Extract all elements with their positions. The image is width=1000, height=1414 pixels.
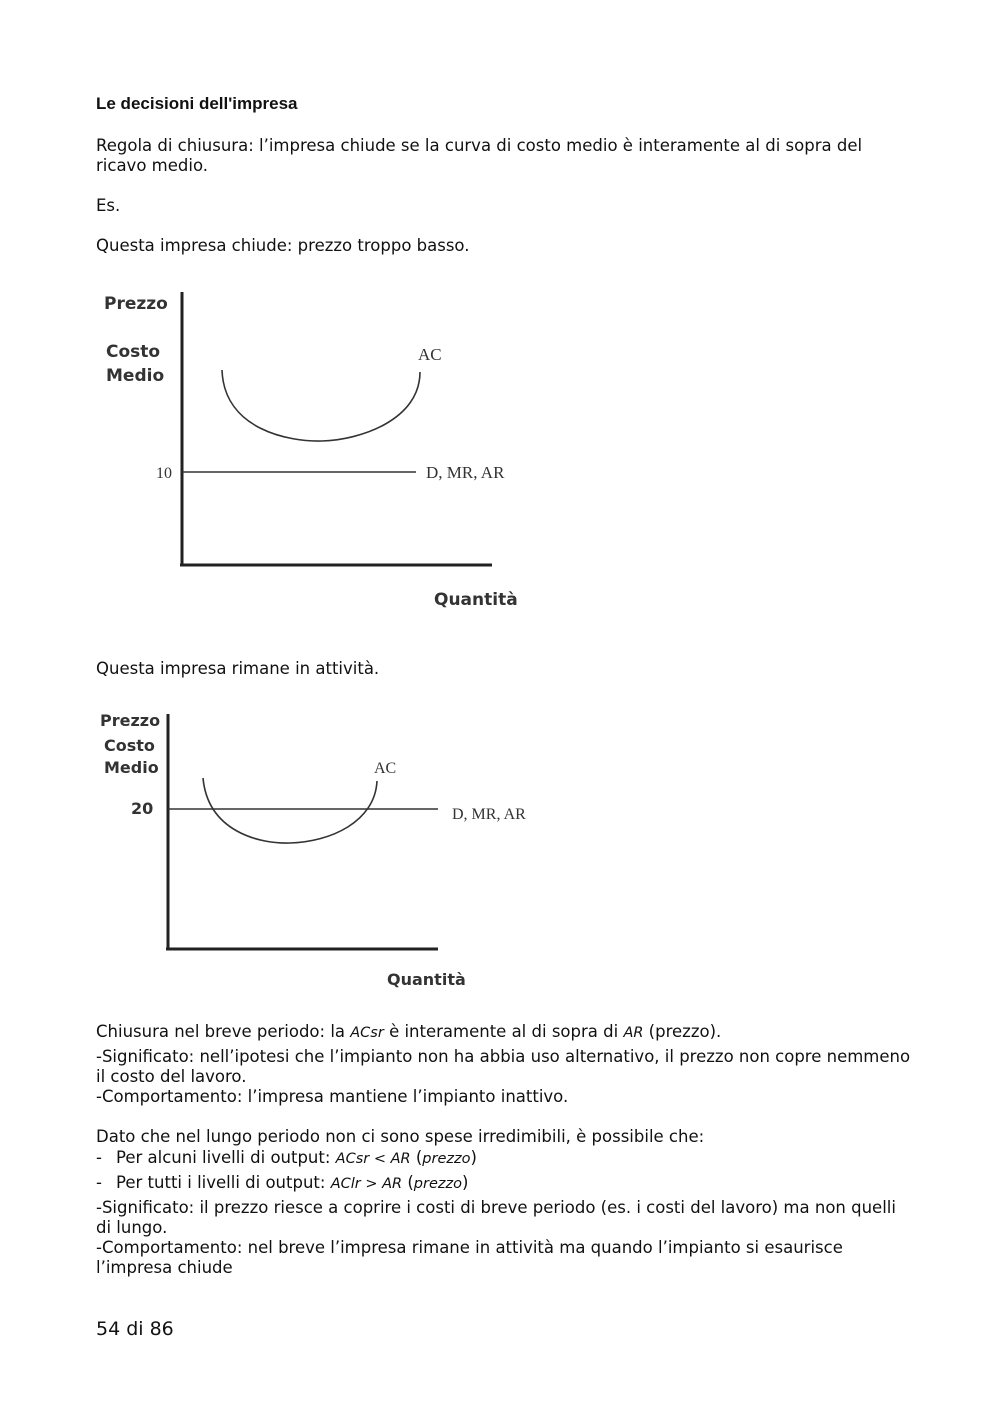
bullet1-prezzo: prezzo [422, 1151, 471, 1167]
long-run-intro: Dato che nel lungo periodo non ci sono spese irredimibili, è possibile che: [96, 1127, 705, 1146]
short-run-behaviour: -Comportamento: l’impresa mantiene l’impianto inattivo. [96, 1087, 569, 1106]
bullet1-term: ACsr < AR [335, 1151, 411, 1167]
bullet2-open: ( [402, 1173, 414, 1192]
bullet-dash: - [96, 1148, 102, 1167]
x-label: Quantità [434, 590, 518, 610]
short-run-meaning-2: il costo del lavoro. [96, 1067, 247, 1086]
bullet1-pre: Per alcuni livelli di output: [116, 1148, 336, 1167]
long-run-bullet-2 [96, 1173, 468, 1194]
y-label-medio: Medio [104, 758, 159, 777]
bullet2-pre: Per tutti i livelli di output: [116, 1173, 331, 1192]
rule-line-2: ricavo medio. [96, 156, 208, 175]
long-run-bullet-1 [96, 1148, 477, 1169]
ar-term: AR [623, 1025, 644, 1041]
short-run-pre: Chiusura nel breve periodo: la [96, 1022, 351, 1041]
bullet-dash: - [96, 1173, 102, 1192]
demand-label: D, MR, AR [452, 806, 526, 823]
bullet1-open: ( [410, 1148, 423, 1167]
page-title: Le decisioni dell'impresa [96, 94, 298, 113]
case1-caption: Questa impresa chiude: prezzo troppo basso. [96, 236, 470, 255]
case2-caption: Questa impresa rimane in attività. [96, 659, 380, 678]
short-run-mid: è interamente al di sopra di [383, 1022, 624, 1041]
short-run-line [96, 1022, 721, 1043]
bullet2-term: AClr > AR [330, 1176, 403, 1192]
rule-line-1: Regola di chiusura: l’impresa chiude se la curva di costo medio è interamente al di sopra del [96, 136, 863, 155]
x-label: Quantità [387, 970, 466, 989]
ac-label: AC [418, 345, 442, 364]
chart-firm-closes [0, 280, 560, 610]
demand-label: D, MR, AR [426, 463, 505, 482]
long-run-meaning-1: -Significato: il prezzo riesce a coprire i costi di breve periodo (es. i costi del lavoro) ma non quelli [96, 1198, 896, 1217]
bullet2-prezzo: prezzo [413, 1176, 462, 1192]
long-run-behaviour-2: l’impresa chiude [96, 1258, 233, 1277]
y-label-prezzo: Prezzo [100, 711, 161, 730]
bullet2-close: ) [461, 1173, 469, 1192]
page-number: 54 di 86 [96, 1318, 174, 1340]
y-label-medio: Medio [106, 366, 165, 386]
ac-curve [222, 370, 420, 441]
price-tick-label: 20 [131, 799, 154, 818]
short-run-meaning-1: -Significato: nell’ipotesi che l’impianto non ha abbia uso alternativo, il prezzo non copre nemmeno [96, 1047, 911, 1066]
acsr-term: ACsr [350, 1025, 384, 1041]
long-run-meaning-2: di lungo. [96, 1218, 168, 1237]
y-label-costo: Costo [104, 736, 155, 755]
chart-firm-operates [0, 702, 560, 992]
price-tick-label: 10 [156, 465, 172, 482]
ac-curve [203, 778, 377, 843]
long-run-behaviour-1: -Comportamento: nel breve l’impresa rimane in attività ma quando l’impianto si esaurisce [96, 1238, 843, 1257]
y-label-prezzo: Prezzo [104, 294, 168, 314]
y-label-costo: Costo [106, 342, 161, 362]
example-label: Es. [96, 196, 121, 215]
bullet1-close: ) [470, 1148, 477, 1167]
short-run-post: (prezzo). [643, 1022, 722, 1041]
ac-label: AC [374, 760, 397, 777]
